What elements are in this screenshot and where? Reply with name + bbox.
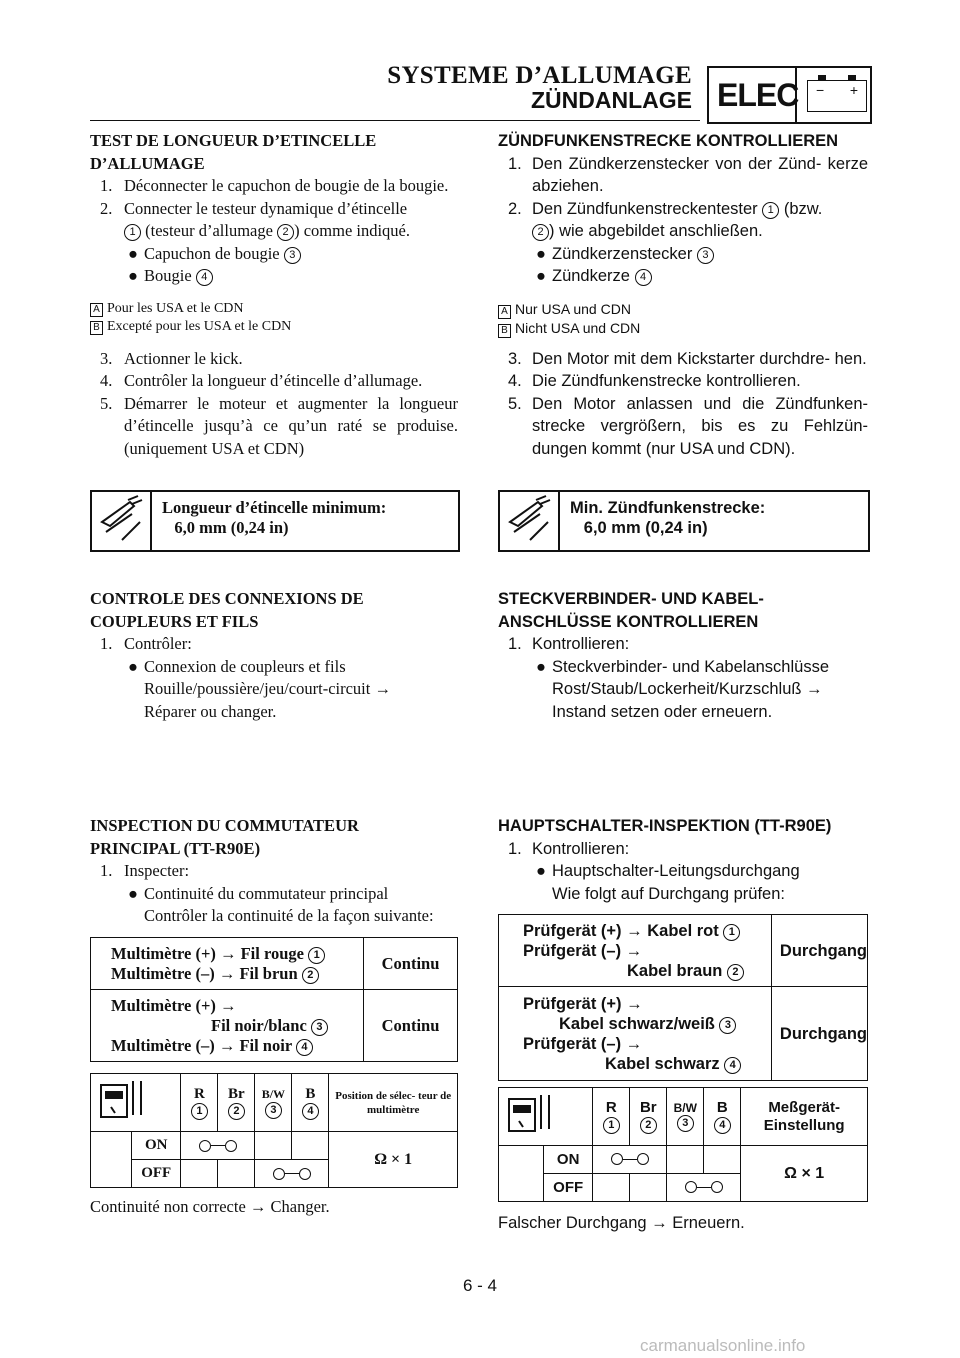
page-number: 6 - 4 xyxy=(462,1276,498,1295)
watermark: carmanualsonline.info xyxy=(640,1336,806,1355)
fr-spec-box: Longueur d’étincelle minimum: 6,0 mm (0,24 in) xyxy=(90,490,460,552)
fr-end-note: Continuité non correcte → Changer. xyxy=(90,1197,330,1216)
de-continuity-table: Prüfgerät (+) → Kabel rot 1 Prüfgerät (–) → Kabel braun 2 Durchgang Prüfgerät (+) → Kabel schwarz/weiß 3 Prüfgerät (–) → Kabel schwarz 4 Durchgang xyxy=(498,914,868,1081)
de-section-connections: STECKVERBINDER- UND KABEL- ANSCHLÜSSE KONTROLLIEREN 1. Kontrollieren: ● Steckverbinder- und Kabelanschlüsse Rost/Staub/Lockerheit/Kurzschluß → Instand setzen oder erneuern. xyxy=(498,590,829,721)
battery-icon: − + xyxy=(807,80,867,112)
caliper-icon xyxy=(92,492,152,550)
de-section-spark: ZÜNDFUNKENSTRECKE KONTROLLIEREN 1. Den Zündkerzenstecker von der Zünd- kerze abziehen. 2. Den Zündfunkenstreckentester 1 (bzw. 2 ) wie abgebildet anschließen. ● Zündkerzenstecker 3 ● Zündkerze 4 A Nur USA und CDN B Nicht USA und CDN 3. Den Motor mit dem Kickstarter durchdre- hen. 4. Die Zündfunkenstrecke kontrollieren. 5. Den Motor anlassen und die Zündfunken- strecke vergrößern, bis es zu Fehlzün- dungen kommt (nur USA und CDN). xyxy=(498,132,868,458)
header-title-fr: SYSTEME D’ALLUMAGE xyxy=(387,62,692,89)
fr-spark-title: TEST DE LONGUEUR D’ETINCELLE D’ALLUMAGE xyxy=(90,131,377,173)
de-spec-box: Min. Zündfunkenstrecke: 6,0 mm (0,24 in) xyxy=(498,490,870,552)
fr-switch-table: R 1 Br 2 B/W 3 B 4 Position de sélec- teur de multimètre ON Ω × 1 OFF xyxy=(90,1073,458,1188)
de-switch-table: R 1 Br 2 B/W 3 B 4 Meßgerät- Einstellung ON Ω × 1 OFF xyxy=(498,1087,868,1202)
elec-badge-label: ELEC xyxy=(717,77,799,113)
fr-section-spark: TEST DE LONGUEUR D’ETINCELLE D’ALLUMAGE 1. Déconnecter le capuchon de bougie de la bougie. 2. Connecter le testeur dynamique d’étincelle 1 (testeur d’allumage 2 ) comme indiqué. ● Capuchon de bougie 3 ● Bougie 4 A Pour les USA et le CDN B Excepté pour les USA et le CDN 3. Actionner le kick. 4. Contrôler la longueur d’étincelle d’allumage. 5. Démarrer le moteur et augmenter la longueur d’étincelle jusqu’à ce qu’un raté se produise. (uniquement USA et CDN) xyxy=(90,131,458,458)
de-end-note: Falscher Durchgang → Erneuern. xyxy=(498,1214,745,1232)
fr-section-switch: INSPECTION DU COMMUTATEUR PRINCIPAL (TT-R90E) 1. Inspecter: ● Continuité du commutateur principal Contrôler la continuité de la façon suivante: xyxy=(90,816,434,925)
multimeter-icon xyxy=(499,1088,593,1146)
elec-badge xyxy=(707,66,872,124)
fr-section-connections: CONTROLE DES CONNEXIONS DE COUPLEURS ET FILS 1. Contrôler: ● Connexion de coupleurs et fils Rouille/poussière/jeu/court-circuit → Réparer ou changer. xyxy=(90,589,391,721)
caliper-icon xyxy=(500,492,560,550)
header-title-de: ZÜNDANLAGE xyxy=(531,87,692,113)
header-rule xyxy=(90,120,700,121)
fr-continuity-table: Multimètre (+) → Fil rouge 1 Multimètre (–) → Fil brun 2 Continu Multimètre (+) → Fil noir/blanc 3 Multimètre (–) → Fil noir 4 Continu xyxy=(90,937,458,1062)
multimeter-icon xyxy=(91,1074,181,1132)
de-section-switch: HAUPTSCHALTER-INSPEKTION (TT-R90E) 1. Kontrollieren: ● Hauptschalter-Leitungsdurchgang Wie folgt auf Durchgang prüfen: xyxy=(498,817,832,903)
